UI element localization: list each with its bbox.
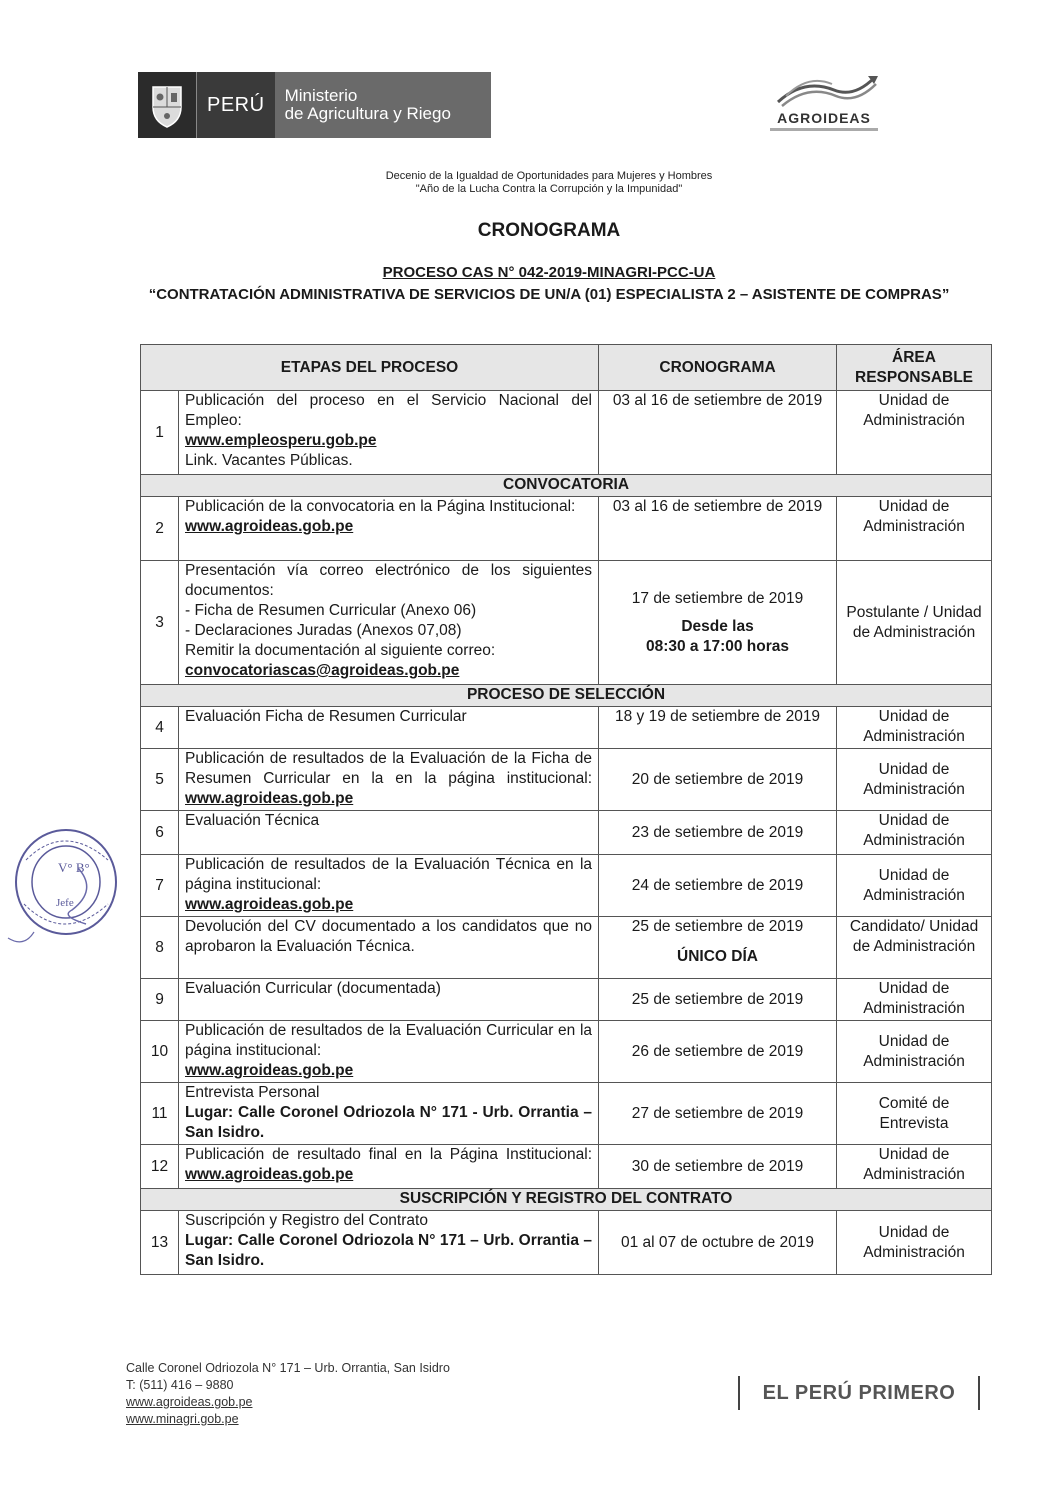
row-stage-text: Publicación de resultado final en la Página Institucional: <box>185 1146 593 1163</box>
official-stamp <box>4 820 124 950</box>
table-row <box>141 707 992 749</box>
row-stage-text: Publicación de resultados de la Evaluación de la Ficha de Resumen Curricular en la en la página institucional: <box>185 750 593 787</box>
agroideas-wordmark: AGROIDEAS <box>777 110 871 126</box>
row-date: 23 de setiembre de 2019 <box>599 811 837 855</box>
table-row <box>141 811 992 855</box>
row-stage <box>179 1021 599 1083</box>
header-area-line-2: RESPONSABLE <box>855 368 974 386</box>
footer-agroideas-link[interactable]: www.agroideas.gob.pe <box>126 1395 253 1409</box>
agroideas-tagline-bar <box>770 128 878 131</box>
row-stage <box>179 1083 599 1145</box>
empleosperu-link[interactable]: www.empleosperu.gob.pe <box>185 432 377 449</box>
section-row <box>141 475 992 497</box>
row-date-text: 17 de setiembre de 2019 <box>631 589 804 607</box>
row-stage: Devolución del CV documentado a los candidatos que no aprobaron la Evaluación Técnica. <box>179 917 599 979</box>
peru-coat-of-arms-icon <box>138 72 196 138</box>
footer-phone: T: (511) 416 – 9880 <box>126 1378 234 1392</box>
section-row <box>141 685 992 707</box>
header-cronograma: CRONOGRAMA <box>599 345 837 391</box>
row-area: Unidad de Administración <box>837 1145 992 1189</box>
row-stage: Evaluación Técnica <box>179 811 599 855</box>
row-number: 12 <box>141 1145 179 1189</box>
row-date: 03 al 16 de setiembre de 2019 <box>599 497 837 561</box>
section-seleccion: PROCESO DE SELECCIÓN <box>141 685 992 707</box>
row-stage-location: Lugar: Calle Coronel Odriozola N° 171 – Urb. Orrantia – San Isidro. <box>185 1232 593 1269</box>
agroideas-logo <box>764 72 884 136</box>
agroideas-link[interactable]: www.agroideas.gob.pe <box>185 518 354 535</box>
stamp-vb: V° B° <box>58 860 90 875</box>
row-stage <box>179 1145 599 1189</box>
table-row <box>141 1211 992 1275</box>
ministry-name <box>275 72 491 138</box>
row-number: 8 <box>141 917 179 979</box>
row-date-bold: Desde las <box>681 617 754 635</box>
ministry-line-1: Ministerio <box>284 86 358 105</box>
row-stage <box>179 749 599 811</box>
email-link[interactable]: convocatoriascas@agroideas.gob.pe <box>185 662 460 679</box>
row-area: Comité de Entrevista <box>837 1083 992 1145</box>
schedule-table <box>140 344 992 1275</box>
row-area: Unidad de Administración <box>837 497 992 561</box>
decenio-text <box>0 170 1058 196</box>
table-row <box>141 391 992 475</box>
row-stage-text: Publicación de resultados de la Evaluación Técnica en la página institucional: <box>185 856 593 893</box>
row-date: 01 al 07 de octubre de 2019 <box>599 1211 837 1275</box>
row-area: Unidad de Administración <box>837 749 992 811</box>
row-stage-text: Presentación vía correo electrónico de los siguientes documentos: <box>185 562 593 599</box>
row-number: 11 <box>141 1083 179 1145</box>
row-area: Candidato/ Unidad de Administración <box>837 917 992 979</box>
row-stage-text: Remitir la documentación al siguiente correo: <box>185 642 496 659</box>
row-number: 13 <box>141 1211 179 1275</box>
agroideas-link[interactable]: www.agroideas.gob.pe <box>185 1062 354 1079</box>
row-area: Unidad de Administración <box>837 1211 992 1275</box>
table-row <box>141 855 992 917</box>
row-area: Unidad de Administración <box>837 707 992 749</box>
row-date: 18 y 19 de setiembre de 2019 <box>599 707 837 749</box>
row-stage-text: Entrevista Personal <box>185 1084 320 1101</box>
stamp-jefe: Jefe <box>56 897 74 909</box>
row-area: Unidad de Administración <box>837 811 992 855</box>
row-stage <box>179 561 599 685</box>
row-number: 9 <box>141 979 179 1021</box>
table-row <box>141 1021 992 1083</box>
row-area: Unidad de Administración <box>837 391 992 475</box>
row-number: 4 <box>141 707 179 749</box>
footer-address: Calle Coronel Odriozola N° 171 – Urb. Orrantia, San Isidro <box>126 1361 450 1375</box>
row-stage-text: Publicación de la convocatoria en la Página Institucional: <box>185 498 576 515</box>
table-row <box>141 497 992 561</box>
row-stage-text: Suscripción y Registro del Contrato <box>185 1212 428 1229</box>
row-number: 3 <box>141 561 179 685</box>
row-stage: Evaluación Curricular (documentada) <box>179 979 599 1021</box>
row-date: 24 de setiembre de 2019 <box>599 855 837 917</box>
section-suscripcion: SUSCRIPCIÓN Y REGISTRO DEL CONTRATO <box>141 1189 992 1211</box>
row-stage <box>179 497 599 561</box>
decenio-line-1: Decenio de la Igualdad de Oportunidades para Mujeres y Hombres <box>385 170 713 182</box>
row-area: Unidad de Administración <box>837 1021 992 1083</box>
footer-contact <box>126 1360 450 1428</box>
row-stage-text: Publicación del proceso en el Servicio Nacional del Empleo: <box>185 392 593 429</box>
ministry-logo <box>138 72 491 138</box>
row-date: 20 de setiembre de 2019 <box>599 749 837 811</box>
decenio-line-2: "Año de la Lucha Contra la Corrupción y la Impunidad" <box>415 183 683 195</box>
row-stage <box>179 855 599 917</box>
table-row <box>141 979 992 1021</box>
row-stage-item: - Ficha de Resumen Curricular (Anexo 06) <box>185 602 477 619</box>
row-stage-text: Publicación de resultados de la Evaluación Curricular en la página institucional: <box>185 1022 593 1059</box>
header-area <box>837 345 992 391</box>
row-stage-location: Lugar: Calle Coronel Odriozola N° 171 - Urb. Orrantia – San Isidro. <box>185 1104 593 1141</box>
row-number: 2 <box>141 497 179 561</box>
row-date: 27 de setiembre de 2019 <box>599 1083 837 1145</box>
row-number: 7 <box>141 855 179 917</box>
row-area: Unidad de Administración <box>837 855 992 917</box>
row-number: 10 <box>141 1021 179 1083</box>
row-number: 5 <box>141 749 179 811</box>
table-row <box>141 917 992 979</box>
row-date: 03 al 16 de setiembre de 2019 <box>599 391 837 475</box>
table-header-row <box>141 345 992 391</box>
row-date-text: 25 de setiembre de 2019 <box>631 918 804 935</box>
peru-primero-slogan: EL PERÚ PRIMERO <box>738 1376 980 1410</box>
row-date-bold: 08:30 a 17:00 horas <box>645 637 790 655</box>
row-stage: Evaluación Ficha de Resumen Curricular <box>179 707 599 749</box>
table-row <box>141 1083 992 1145</box>
row-date: 25 de setiembre de 2019 <box>599 979 837 1021</box>
process-description: “CONTRATACIÓN ADMINISTRATIVA DE SERVICIOS DE UN/A (01) ESPECIALISTA 2 – ASISTENTE DE COMPRAS” <box>148 286 950 303</box>
country-label: PERÚ <box>196 72 275 138</box>
agroideas-link[interactable]: www.agroideas.gob.pe <box>185 896 354 913</box>
table-row <box>141 561 992 685</box>
table-row <box>141 749 992 811</box>
section-convocatoria: CONVOCATORIA <box>141 475 992 497</box>
row-area: Unidad de Administración <box>837 979 992 1021</box>
row-date <box>599 917 837 979</box>
row-stage-extra: Link. Vacantes Públicas. <box>185 452 353 469</box>
table-row <box>141 1145 992 1189</box>
row-stage <box>179 391 599 475</box>
row-number: 1 <box>141 391 179 475</box>
row-stage-item: - Declaraciones Juradas (Anexos 07,08) <box>185 622 462 639</box>
agroideas-waves-icon <box>764 72 884 110</box>
process-code: PROCESO CAS N° 042-2019-MINAGRI-PCC-UA <box>382 264 716 281</box>
footer-minagri-link[interactable]: www.minagri.gob.pe <box>126 1412 239 1426</box>
agroideas-link[interactable]: www.agroideas.gob.pe <box>185 790 354 807</box>
row-date-bold: ÚNICO DÍA <box>677 948 758 965</box>
header-etapas: ETAPAS DEL PROCESO <box>141 345 599 391</box>
header-area-line-1: ÁREA <box>892 348 936 366</box>
row-date <box>599 561 837 685</box>
row-number: 6 <box>141 811 179 855</box>
page-title: CRONOGRAMA <box>477 220 621 241</box>
row-stage <box>179 1211 599 1275</box>
section-row <box>141 1189 992 1211</box>
row-date: 30 de setiembre de 2019 <box>599 1145 837 1189</box>
agroideas-link[interactable]: www.agroideas.gob.pe <box>185 1166 354 1183</box>
row-area: Postulante / Unidad de Administración <box>837 561 992 685</box>
ministry-line-2: de Agricultura y Riego <box>284 104 451 123</box>
row-date: 26 de setiembre de 2019 <box>599 1021 837 1083</box>
